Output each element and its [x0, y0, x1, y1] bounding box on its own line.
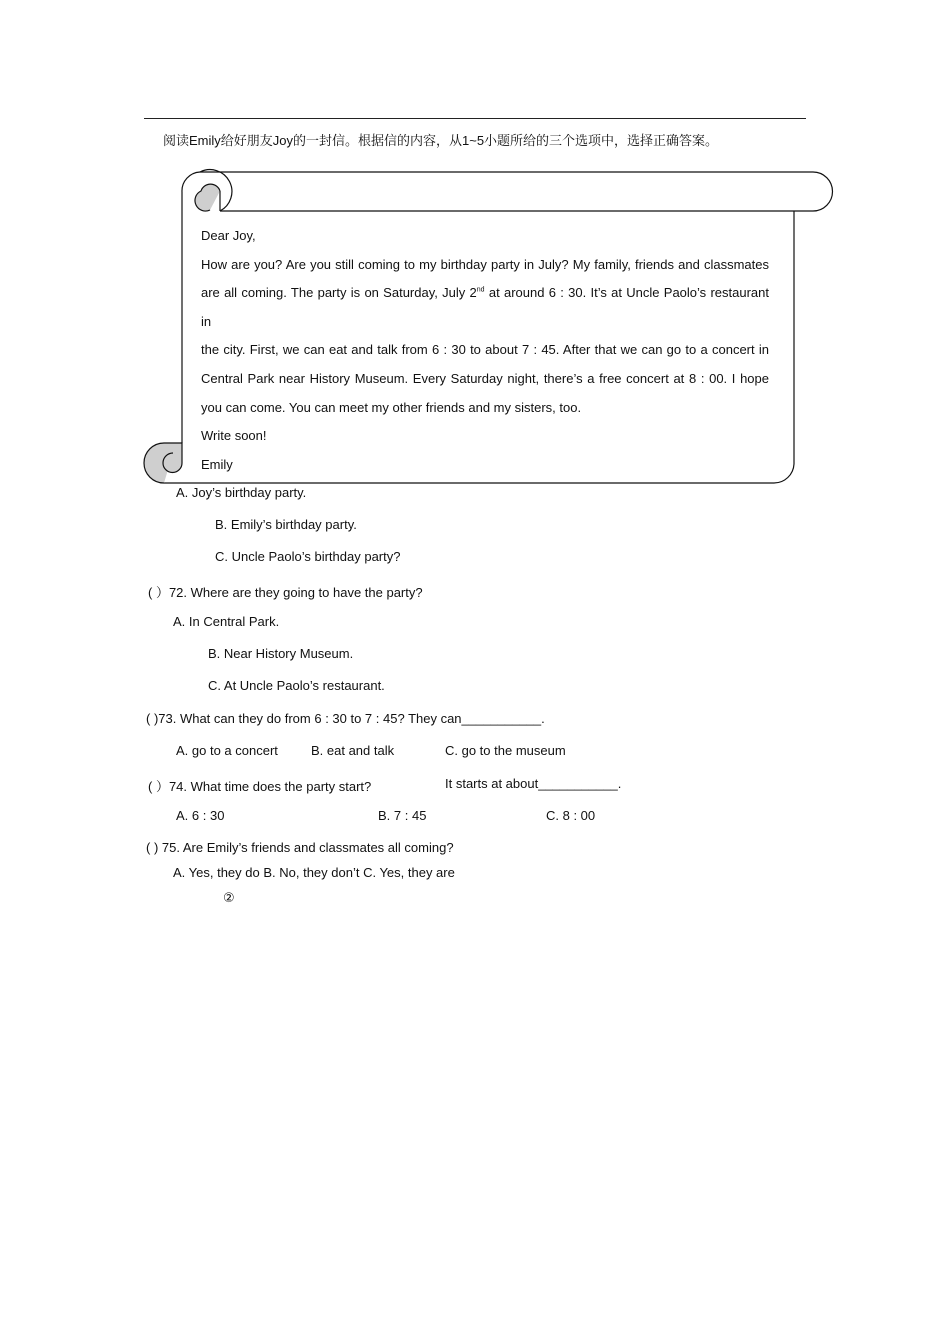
instruction-text: 阅读Emily给好朋友Joy的一封信。根据信的内容，从1~5小题所给的三个选项中，选择正确答案。 [163, 133, 719, 148]
q72-option-a: A. In Central Park. [173, 614, 280, 629]
letter-line-2: are all coming. The party is on Saturday, July 2nd at around 6 : 30. It’s at Uncle Paolo’s restaurant in [201, 285, 769, 329]
q73-stem: ( )73. What can they do from 6 : 30 to 7 : 45? They can___________. [146, 711, 545, 726]
letter-signature: Emily [201, 456, 233, 472]
q74-option-c: C. 8 : 00 [546, 808, 596, 823]
letter-line-5: you can come. You can meet my other friends and my sisters, too. [201, 399, 582, 415]
q74-option-b: B. 7 : 45 [378, 808, 427, 823]
q75-stem: ( ) 75. Are Emily’s friends and classmates all coming? [146, 840, 454, 855]
page-marker: ② [223, 890, 235, 905]
q74-stem-answer: It starts at about___________. [445, 776, 622, 791]
q73-option-c: C. go to the museum [445, 743, 566, 758]
letter-line-3: the city. First, we can eat and talk from 6 : 30 to about 7 : 45. After that we can go to a concert in [201, 342, 769, 358]
letter-line-4: Central Park near History Museum. Every Saturday night, there’s a free concert at 8 : 00. I hope [201, 370, 769, 386]
letter-closing: Write soon! [201, 428, 267, 444]
letter-greeting: Dear Joy, [201, 228, 256, 243]
q72-stem: ( ）72. Where are they going to have the party? [148, 585, 423, 600]
q71-option-c: C. Uncle Paolo’s birthday party? [215, 549, 401, 564]
letter-line-1: How are you? Are you still coming to my birthday party in July? My family, friends and classmates [201, 256, 769, 272]
letter-body [201, 222, 769, 479]
q75-options: A. Yes, they do B. No, they don’t C. Yes, they are [173, 865, 455, 880]
q73-option-a: A. go to a concert [176, 743, 278, 758]
q74-stem: ( ）74. What time does the party start? [148, 779, 372, 794]
q72-option-b: B. Near History Museum. [208, 646, 354, 661]
q73-option-b: B. eat and talk [311, 743, 395, 758]
q72-option-c: C. At Uncle Paolo’s restaurant. [208, 678, 385, 693]
q74-option-a: A. 6 : 30 [176, 808, 225, 823]
q71-option-b: B. Emily’s birthday party. [215, 517, 357, 532]
q71-option-a: A. Joy’s birthday party. [176, 485, 307, 500]
